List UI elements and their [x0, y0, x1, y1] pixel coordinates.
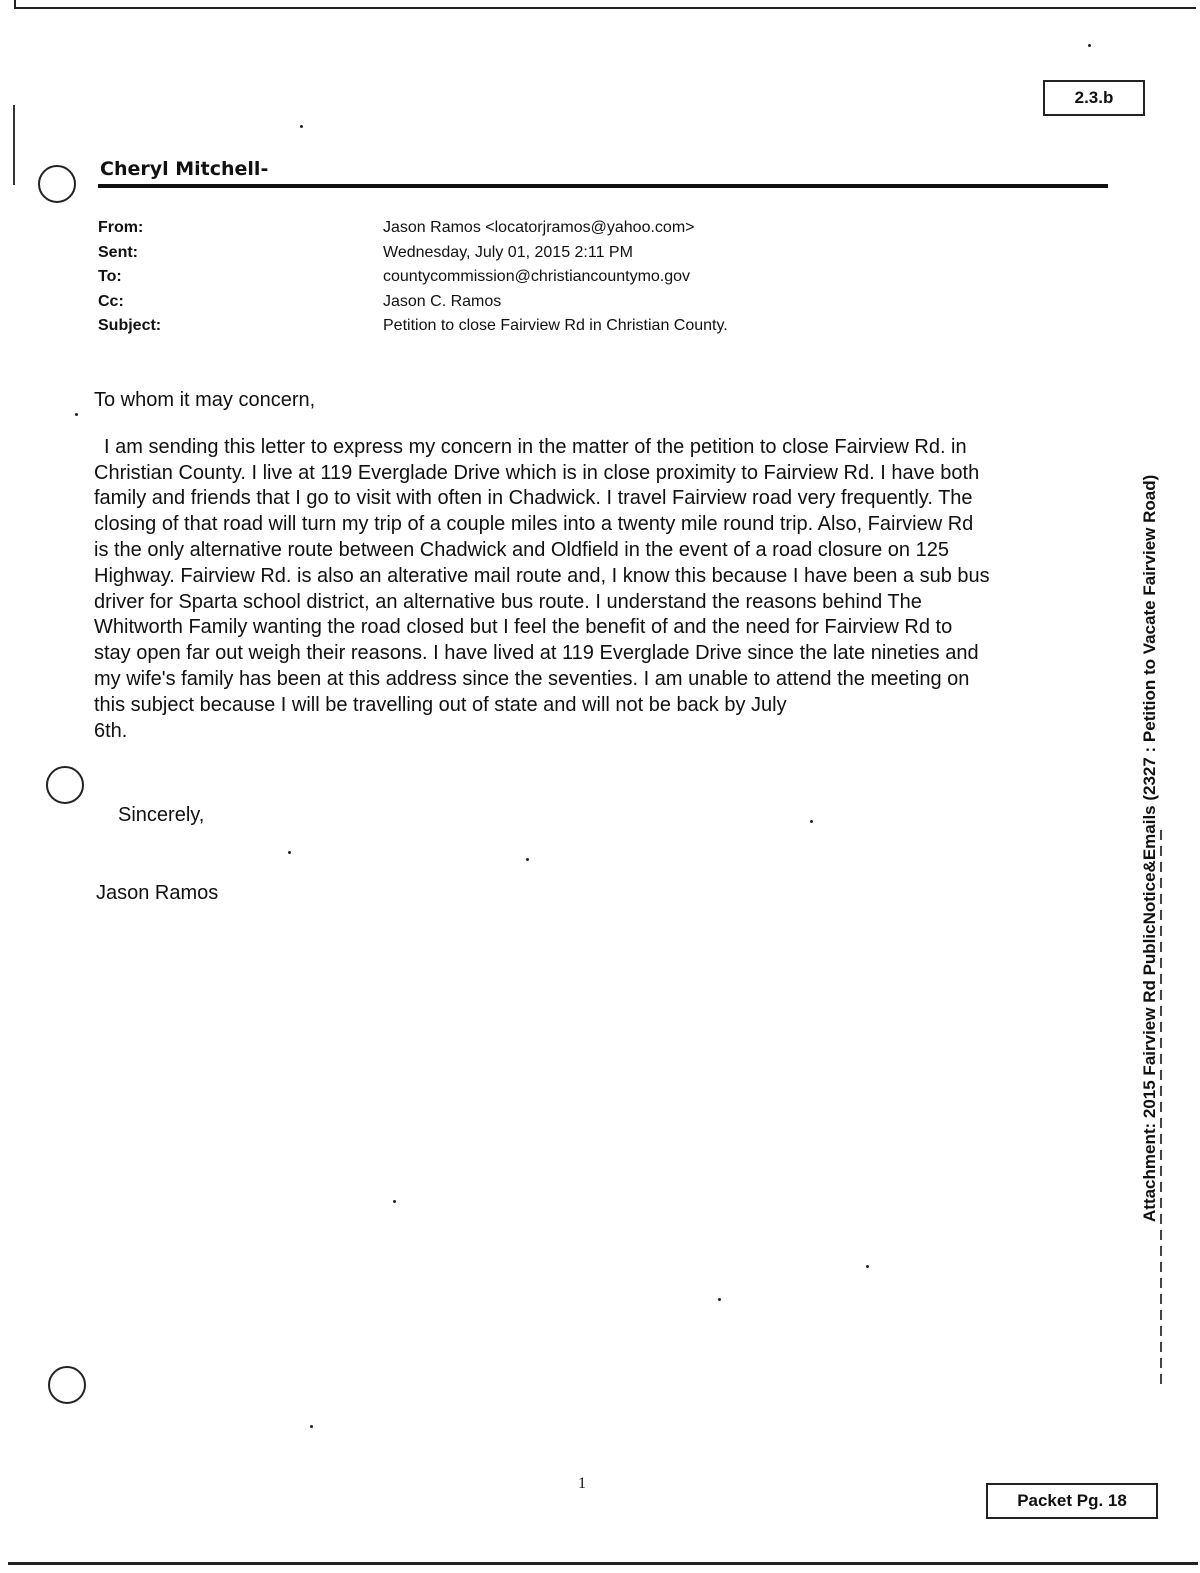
body-line: family and friends that I go to visit with often in Chadwick. I travel Fairview road very frequently. The — [94, 487, 973, 510]
sender-name: Cheryl Mitchell- — [100, 158, 269, 180]
header-row-from — [98, 216, 728, 241]
scan-speck — [310, 1425, 313, 1428]
header-label: Subject: — [98, 317, 162, 335]
punch-hole-icon — [48, 1366, 86, 1404]
body-paragraph — [94, 435, 1104, 745]
scan-speck — [75, 413, 78, 416]
scan-speck — [300, 125, 303, 128]
body-line: my wife's family has been at this address since the seventies. I am unable to attend the meeting on — [94, 667, 970, 690]
punch-hole-icon — [38, 165, 76, 203]
header-rule — [98, 184, 1108, 188]
page-frame-top — [14, 0, 1196, 9]
body-line: I am sending this letter to express my concern in the matter of the petition to close Fairview Rd. in — [104, 435, 967, 458]
greeting: To whom it may concern, — [94, 389, 316, 411]
scan-speck — [718, 1298, 721, 1301]
body-line: this subject because I will be travelling out of state and will not be back by July — [94, 693, 787, 716]
scan-speck — [526, 858, 529, 861]
header-label: To: — [98, 268, 122, 286]
scan-speck — [288, 851, 291, 854]
scan-speck — [810, 820, 813, 823]
reference-label: 2.3.b — [1043, 80, 1145, 116]
punch-hole-icon — [46, 766, 84, 804]
attachment-caption: Attachment: 2015 Fairview Rd PublicNotice&Emails (2327 : Petition to Vacate Fairview Road) — [1140, 474, 1159, 1222]
body-line: driver for Sparta school district, an alternative bus route. I understand the reasons behind The — [94, 590, 922, 613]
body-line: Whitworth Family wanting the road closed but I feel the benefit of and the need for Fairview Rd to — [94, 616, 953, 639]
header-label: From: — [98, 219, 144, 237]
margin-mark — [1160, 830, 1162, 1390]
body-line: Christian County. I live at 119 Everglade Drive which is in close proximity to Fairview Rd. I have both — [94, 461, 980, 484]
header-value: Jason C. Ramos — [383, 292, 502, 310]
header-value: Wednesday, July 01, 2015 2:11 PM — [383, 243, 633, 261]
body-line: Highway. Fairview Rd. is also an alterative mail route and, I know this because I have been a sub bus — [94, 564, 990, 587]
letter-body — [94, 388, 1104, 744]
page-number: 1 — [578, 1475, 586, 1492]
header-row-sent — [98, 241, 728, 266]
header-label: Sent: — [98, 243, 138, 261]
packet-page-label: Packet Pg. 18 — [986, 1483, 1158, 1519]
body-line: is the only alternative route between Chadwick and Oldfield in the event of a road closure on 125 — [94, 538, 949, 561]
email-header — [98, 216, 728, 339]
body-line: stay open far out weigh their reasons. I have lived at 119 Everglade Drive since the late nineties and — [94, 642, 979, 665]
header-row-subject — [98, 314, 728, 339]
closing: Sincerely, — [118, 804, 205, 826]
body-line: 6th. — [94, 719, 128, 742]
header-row-cc — [98, 290, 728, 315]
header-row-to — [98, 265, 728, 290]
header-value: Jason Ramos <locatorjramos@yahoo.com> — [383, 219, 695, 237]
scan-speck — [866, 1265, 869, 1268]
scan-speck — [393, 1200, 396, 1203]
header-value: Petition to close Fairview Rd in Christian County. — [383, 317, 728, 335]
body-line: closing of that road will turn my trip of a couple miles into a twenty mile round trip. Also, Fairview Rd — [94, 513, 974, 536]
margin-mark — [13, 105, 15, 185]
page-frame-bottom — [8, 1562, 1198, 1565]
header-value: countycommission@christiancountymo.gov — [383, 268, 691, 286]
header-label: Cc: — [98, 292, 124, 310]
scan-speck — [1088, 44, 1091, 47]
signature: Jason Ramos — [96, 882, 219, 904]
